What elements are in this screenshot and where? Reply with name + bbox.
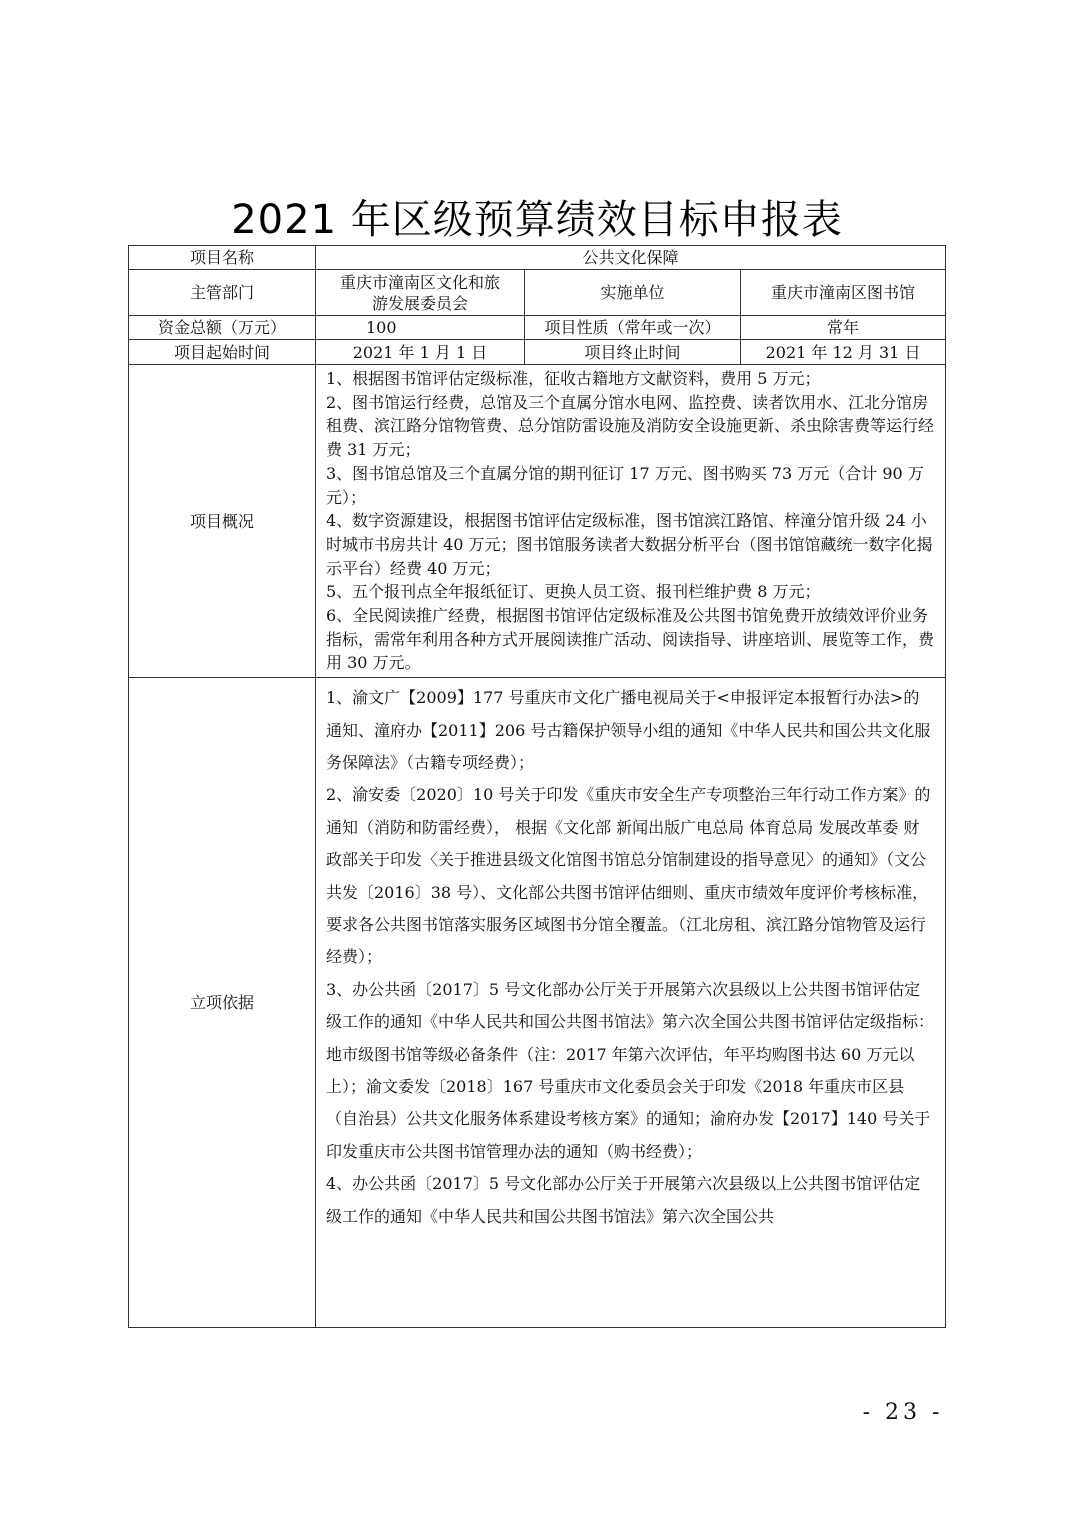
total-funds-label: 资金总额（万元） — [129, 316, 316, 340]
table-row — [129, 316, 946, 340]
start-time-value: 2021 年 1 月 1 日 — [316, 340, 525, 365]
table-row — [129, 340, 946, 365]
implementer-label: 实施单位 — [525, 270, 741, 316]
total-funds-value: 100 — [316, 316, 525, 340]
page-title: 2021 年区级预算绩效目标申报表 — [231, 197, 843, 243]
basis-item: 1、渝文广【2009】177 号重庆市文化广播电视局关于<申报评定本报暂行办法>的通知、潼府办【2011】206 号古籍保护领导小组的通知《中华人民共和国公共文化服务保障法》（古籍专项经费）； — [326, 688, 931, 772]
basis-item: 2、渝安委〔2020〕10 号关于印发《重庆市安全生产专项整治三年行动工作方案》的通知（消防和防雷经费）， 根据《文化部 新闻出版广电总局 体育总局 发展改革委 财政部关于印发〈关于推进县级文化馆图书馆总分馆制建设的指导意见〉的通知》（文公共发〔2016〕38 号）、文化部公共图书馆评估细则、重庆市绩效年度评价考核标准，要求各公共图书馆落实服务区域图书分馆全覆盖。（江北房租、滨江路分馆物管及运行经费）； — [326, 785, 931, 967]
basis-item: 3、办公共函〔2017〕5 号文化部办公厅关于开展第六次县级以上公共图书馆评估定级工作的通知《中华人民共和国公共图书馆法》第六次全国公共图书馆评估定级指标：地市级图书馆等级必备条件（注：2017 年第六次评估，年平均购图书达 60 万元以上）；渝文委发〔2018〕167 号重庆市文化委员会关于印发《2018 年重庆市区县（自治县）公共文化服务体系建设考核方案》的通知；渝府办发【2017】140 号关于印发重庆市公共图书馆管理办法的通知（购书经费）； — [326, 979, 935, 1161]
nature-value: 常年 — [741, 316, 946, 340]
overview-item: 6、全民阅读推广经费，根据图书馆评估定级标准及公共图书馆免费开放绩效评价业务指标，需常年利用各种方式开展阅读推广活动、阅读指导、讲座培训、展览等工作，费用 30 万元。 — [326, 606, 935, 673]
page-number: - 23 - — [862, 1400, 944, 1425]
overview-item: 4、数字资源建设，根据图书馆评估定级标准，图书馆滨江路馆、梓潼分馆升级 24 小时城市书房共计 40 万元；图书馆服务读者大数据分析平台（图书馆馆藏统一数字化揭示平台）经费 40 万元； — [326, 511, 933, 578]
table-row — [129, 246, 946, 270]
start-time-label: 项目起始时间 — [129, 340, 316, 365]
overview-item: 2、图书馆运行经费，总馆及三个直属分馆水电网、监控费、读者饮用水、江北分馆房租费、滨江路分馆物管费、总分馆防雷设施及消防安全设施更新、杀虫除害费等运行经费 31 万元； — [326, 392, 935, 460]
end-time-value: 2021 年 12 月 31 日 — [741, 340, 946, 365]
implementer-value: 重庆市潼南区图书馆 — [741, 270, 946, 316]
table-row — [129, 678, 946, 1328]
overview-label: 项目概况 — [129, 365, 316, 678]
overview-item: 5、五个报刊点全年报纸征订、更换人员工资、报刊栏维护费 8 万元； — [326, 582, 821, 602]
department-label: 主管部门 — [129, 270, 316, 316]
overview-item: 3、图书馆总馆及三个直属分馆的期刊征订 17 万元、图书购买 73 万元（合计 90 万元）； — [326, 463, 924, 507]
basis-content — [316, 678, 946, 1328]
basis-item: 4、办公共函〔2017〕5 号文化部办公厅关于开展第六次县级以上公共图书馆评估定级工作的通知《中华人民共和国公共图书馆法》第六次全国公共 — [326, 1174, 921, 1226]
department-value: 重庆市潼南区文化和旅游发展委员会 — [316, 270, 525, 316]
basis-label: 立项依据 — [129, 678, 316, 1328]
overview-item: 1、根据图书馆评估定级标准，征收古籍地方文献资料，费用 5 万元； — [326, 369, 821, 388]
budget-form-table — [128, 245, 946, 1328]
project-name-label: 项目名称 — [129, 246, 316, 270]
project-name-value: 公共文化保障 — [316, 246, 946, 270]
table-row — [129, 365, 946, 678]
nature-label: 项目性质（常年或一次） — [525, 316, 741, 340]
end-time-label: 项目终止时间 — [525, 340, 741, 365]
overview-content — [316, 365, 946, 678]
table-row — [129, 270, 946, 316]
